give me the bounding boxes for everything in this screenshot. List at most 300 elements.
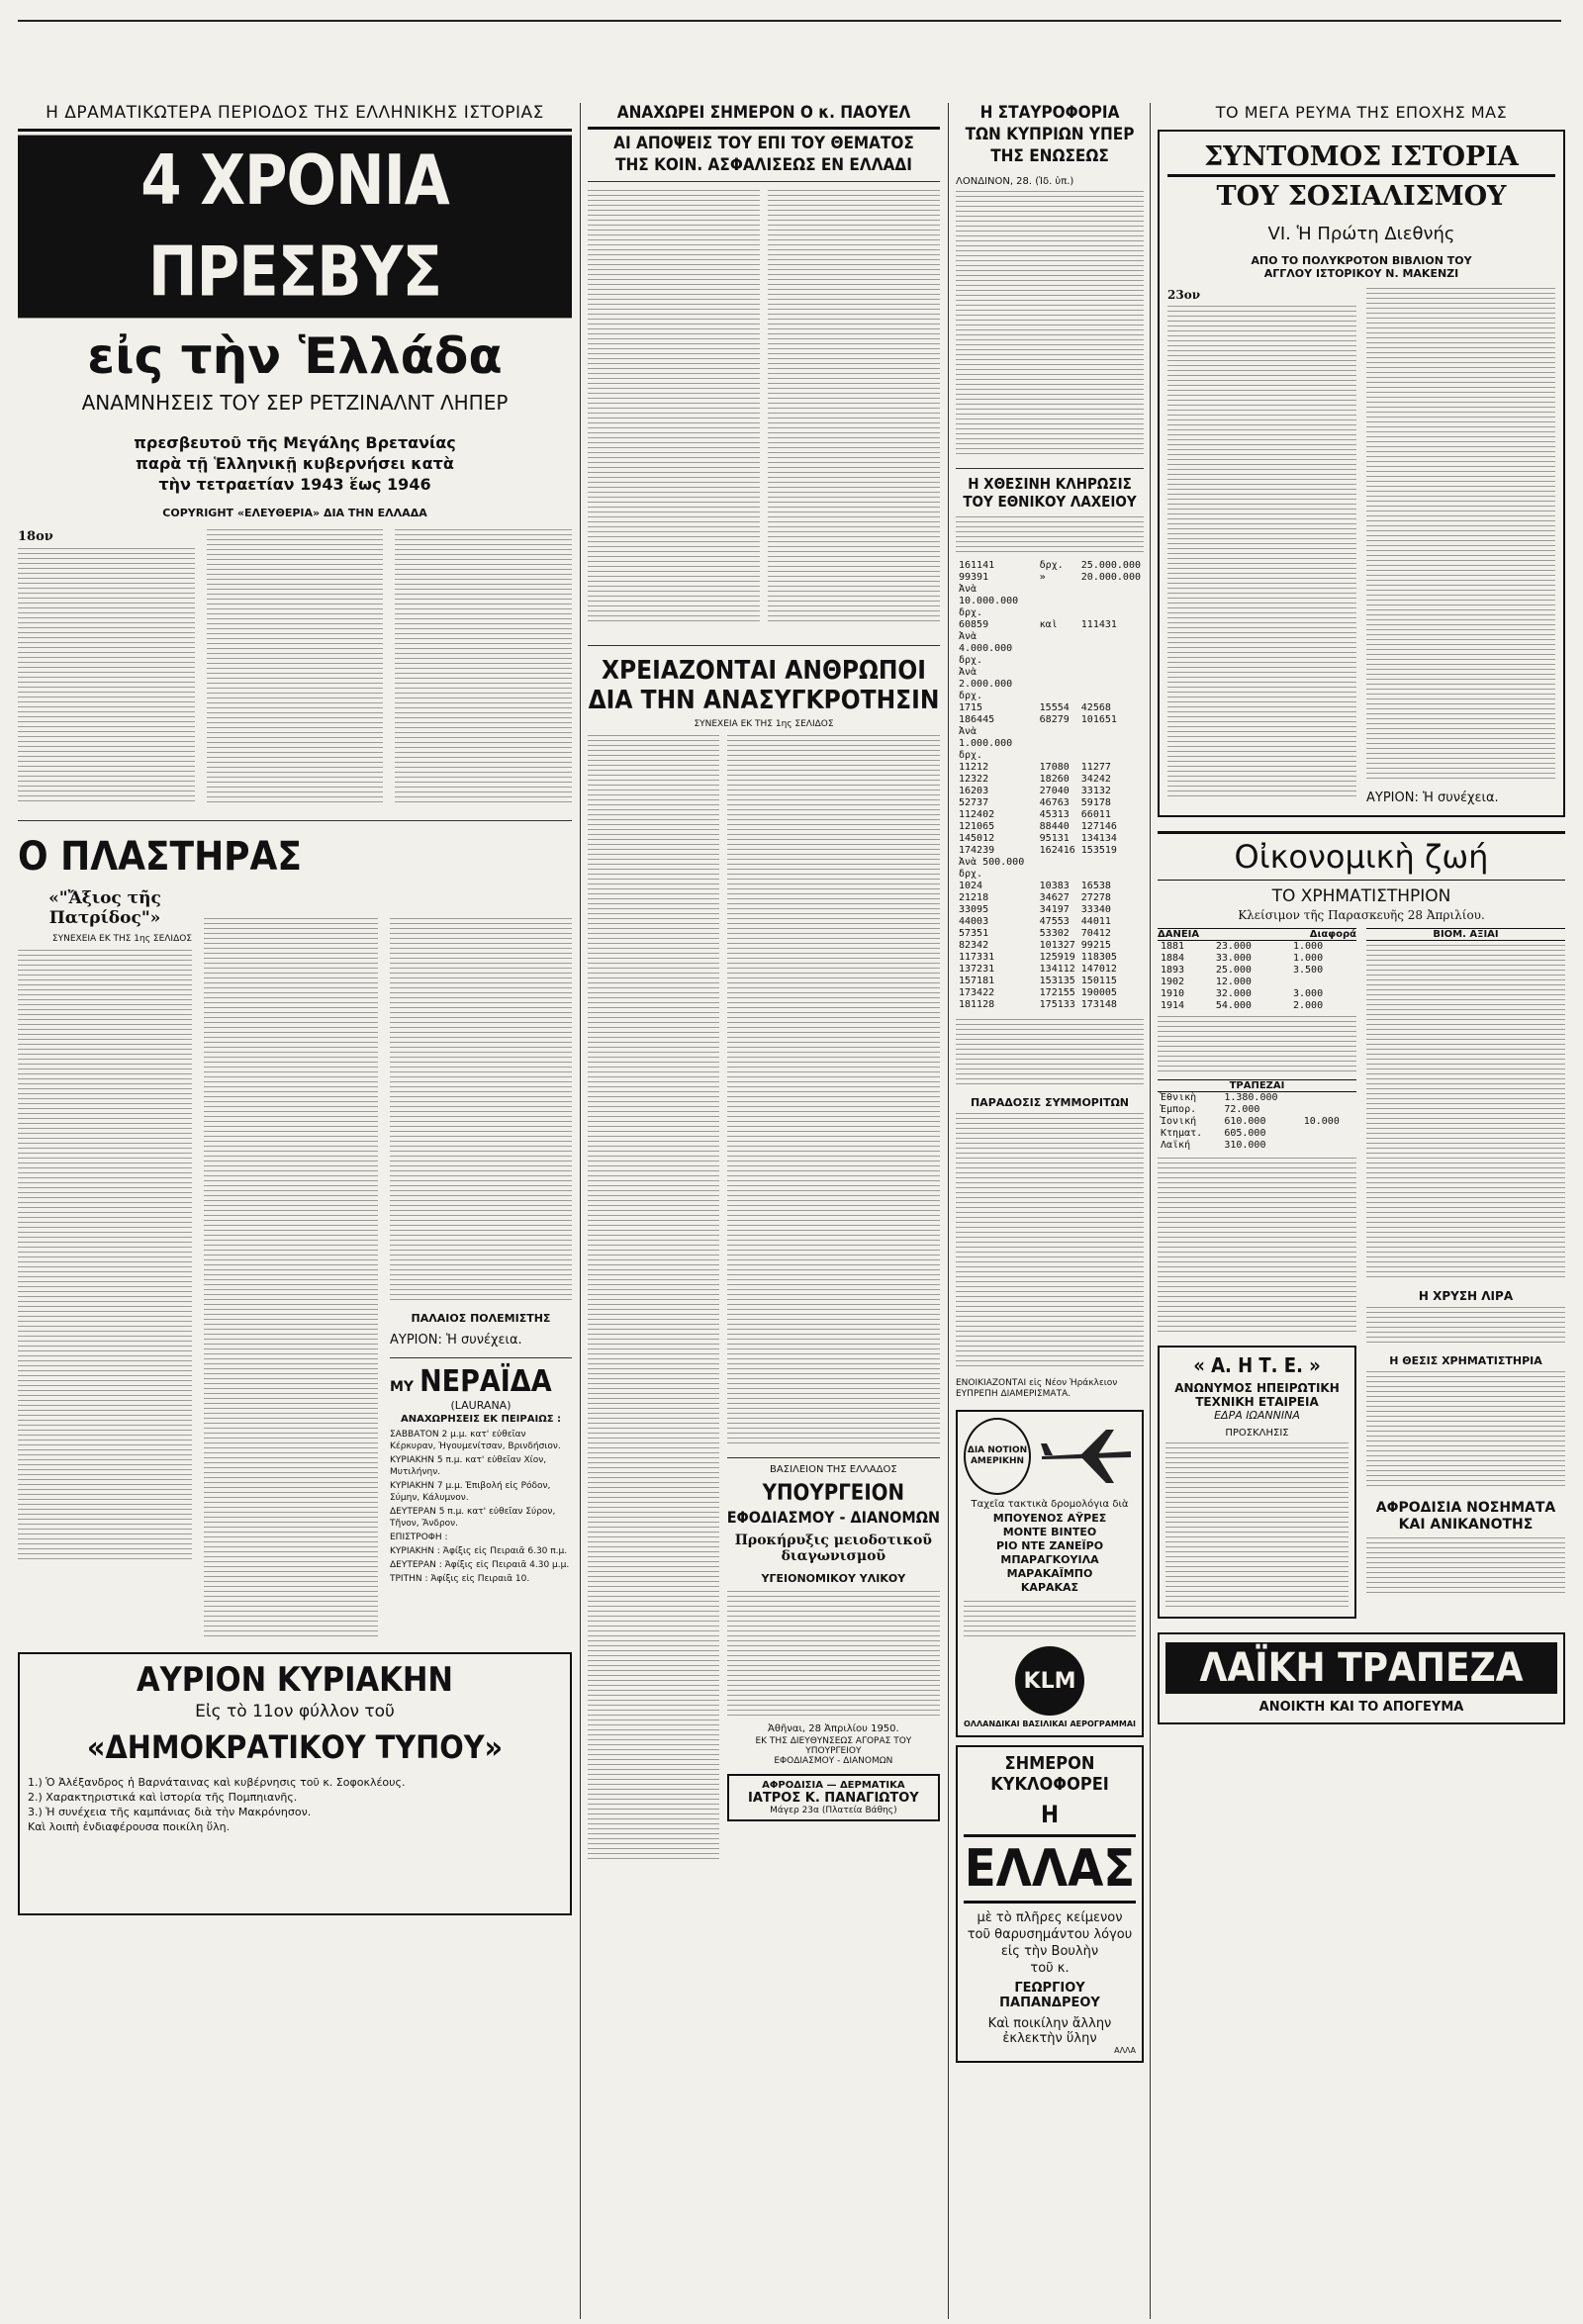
lottery-row-cell: [1078, 584, 1144, 619]
bourse-subtitle: Κλείσιμον τῆς Παρασκευῆς 28 Ἀπριλίου.: [1238, 908, 1485, 922]
lottery-row-cell: 10383: [1039, 881, 1070, 891]
loan-row-cell: 2.000: [1292, 1000, 1324, 1011]
lottery-row-cell: [1037, 667, 1078, 702]
lottery-row-cell: 101651: [1080, 714, 1117, 725]
body-text-block: [956, 516, 1144, 556]
lottery-row: [956, 762, 1144, 774]
airplane-icon: [1037, 1422, 1136, 1491]
destination-city: ΜΠΟΥΕΝΟΣ ΑΫΡΕΣ: [992, 1512, 1107, 1525]
rule: [18, 129, 572, 132]
bank-row: [1158, 1116, 1356, 1128]
schedule-line: ΤΡΙΤΗΝ : Ἀφίξις εἰς Πειραιᾶ 10.: [390, 1574, 530, 1584]
body-text-block: [768, 190, 940, 625]
lottery-row-cell: 153519: [1080, 845, 1117, 856]
loan-row: [1158, 976, 1356, 988]
body-text-block: [1366, 1307, 1565, 1347]
loan-row-cell: 1902: [1161, 976, 1185, 987]
lottery-row-cell: 68279: [1039, 714, 1070, 725]
lottery-row-cell: 66011: [1080, 809, 1111, 820]
lottery-row-cell: [1078, 857, 1144, 881]
ellas-politician: ΓΕΩΡΓΙΟΥ ΠΑΠΑΝΔΡΕΟΥ: [999, 1981, 1100, 2010]
schedule-line: ΔΕΥΤΕΡΑΝ : Ἀφίξις εἰς Πειραιᾶ 4.30 μ.μ.: [390, 1560, 570, 1570]
lottery-row-cell: 46763: [1039, 797, 1070, 808]
loan-row-cell: 1914: [1161, 1000, 1185, 1011]
banks-heading: ΤΡΑΠΕΖΑΙ: [1158, 1079, 1356, 1092]
body-text-block: [1167, 306, 1356, 800]
lottery-row-cell: 33095: [959, 904, 989, 915]
plastiras-continuation: ΣΥΝΕΧΕΙΑ ΕΚ ΤΗΣ 1ης ΣΕΛΙΔΟΣ: [51, 934, 192, 944]
airplane-graphic: [1037, 1422, 1136, 1491]
lottery-row-cell: 88440: [1039, 821, 1070, 832]
body-text-block: [956, 191, 1144, 458]
lottery-row-cell: 112402: [959, 809, 995, 820]
lottery-row-cell: Ἀνὰ 2.000.000 δρχ.: [959, 667, 1013, 701]
lottery-row: [956, 631, 1144, 667]
plastiras-headline: Ο ΠΛΑΣΤΗΡΑΣ: [18, 834, 302, 880]
lottery-row-cell: [1037, 726, 1078, 762]
schedule-line: ΚΥΡΙΑΚΗΝ : Ἀφίξις εἰς Πειραιᾶ 6.30 π.μ.: [390, 1546, 568, 1556]
body-text-block: [395, 529, 572, 806]
bank-row-cell: Ἐθνικὴ: [1161, 1092, 1197, 1103]
lottery-row: [956, 786, 1144, 797]
bank-row-cell: 610.000: [1224, 1116, 1266, 1127]
text-column: [207, 529, 384, 806]
lottery-headline-2: ΤΟΥ ΕΘΝΙΚΟΥ ΛΑΧΕΙΟΥ: [963, 493, 1137, 511]
lottery-row: [956, 845, 1144, 857]
paul-headline: ΑΝΑΧΩΡΕΙ ΣΗΜΕΡΟΝ Ο κ. ΠΑΟΥΕΛ: [616, 103, 911, 123]
lottery-row-cell: 157181: [959, 976, 995, 986]
lottery-row-cell: [1078, 667, 1144, 702]
source-line-2: ΑΓΓΛΟΥ ΙΣΤΟΡΙΚΟΥ Ν. ΜΑΚΕΝΖΙ: [1263, 267, 1459, 280]
body-text-block: [18, 950, 192, 1563]
socialism-box: [1158, 130, 1565, 817]
ship-schedule: [390, 1429, 572, 1585]
lottery-row-cell: 45313: [1039, 809, 1070, 820]
loan-row-cell: 33.000: [1215, 953, 1252, 964]
lottery-row-cell: 175133: [1039, 999, 1075, 1010]
lottery-row-cell: 137231: [959, 964, 995, 975]
doctor-name: ΙΑΤΡΟΣ Κ. ΠΑΝΑΓΙΩΤΟΥ: [748, 1791, 919, 1806]
body-text-block: [1158, 1158, 1356, 1336]
lottery-row-cell: 145012: [959, 833, 995, 844]
bank-row-cell: [1301, 1092, 1356, 1104]
lottery-row-cell: 21218: [959, 892, 989, 903]
paul-subhead-2: ΤΗΣ ΚΟΙΝ. ΑΣΦΑΛΙΣΕΩΣ ΕΝ ΕΛΛΑΔΙ: [615, 155, 912, 175]
ahte-subtitle-1: ΑΝΩΝΥΜΟΣ ΗΠΕΙΡΩΤΙΚΗ: [1174, 1381, 1340, 1395]
bank-row: [1158, 1128, 1356, 1140]
book-ad: ΑΦΡΟΔΙΣΙΑ ΝΟΣΗΜΑΤΑ ΚΑΙ ΑΝΙΚΑΝΟΤΗΣ: [1375, 1500, 1556, 1533]
lottery-row-cell: 172155: [1039, 987, 1075, 998]
memoirs-kicker: Η ΔΡΑΜΑΤΙΚΩΤΕΡΑ ΠΕΡΙΟΔΟΣ ΤΗΣ ΕΛΛΗΝΙΚΗΣ ΙΣΤΟΡΙΑΣ: [46, 103, 544, 123]
bank-row-cell: 72.000: [1224, 1104, 1260, 1115]
lottery-row: [956, 952, 1144, 964]
laiki-bank-subtitle: ΑΝΟΙΚΤΗ ΚΑΙ ΤΟ ΑΠΟΓΕΥΜΑ: [1258, 1700, 1464, 1715]
loans-heading: ΔΑΝΕΙΑ: [1158, 929, 1200, 940]
ministry-date: Ἀθῆναι, 28 Ἀπριλίου 1950.: [767, 1723, 899, 1734]
lottery-row: [956, 619, 1144, 631]
ship-name: ΝΕΡΑΪΔΑ: [419, 1364, 552, 1399]
lottery-row: [956, 928, 1144, 940]
lottery-row-cell: 118305: [1080, 952, 1117, 963]
lottery-row-cell: Ἀνὰ 1.000.000 δρχ.: [959, 726, 1013, 761]
lottery-row: [956, 572, 1144, 584]
sunday-line: Εἰς τὸ 11ον φύλλον τοῦ: [195, 1702, 395, 1721]
section-number: 23ον: [1167, 288, 1201, 302]
body-text-block: [18, 548, 195, 805]
lottery-row-cell: 134134: [1080, 833, 1117, 844]
reconstruction-headline-1: ΧΡΕΙΑΖΟΝΤΑΙ ΑΝΘΡΩΠΟΙ: [601, 656, 926, 686]
ministry-signature-1: ΕΚ ΤΗΣ ΔΙΕΥΘΥΝΣΕΩΣ ΑΓΟΡΑΣ ΤΟΥ ΥΠΟΥΡΓΕΙΟΥ: [755, 1736, 912, 1756]
lottery-row-cell: [1078, 726, 1144, 762]
bourse-headline: ΤΟ ΧΡΗΜΑΤΙΣΤΗΡΙΟΝ: [1271, 886, 1451, 906]
source-line-1: ΑΠΟ ΤΟ ΠΟΛΥΚΡΟΤΟΝ ΒΙΒΛΙΟΝ ΤΟΥ: [1251, 254, 1472, 267]
lottery-row: [956, 999, 1144, 1011]
lottery-row-cell: 121065: [959, 821, 995, 832]
lottery-row: [956, 833, 1144, 845]
ellas-description: [964, 1909, 1136, 1977]
body-text-block: [964, 1601, 1136, 1640]
lottery-row: [956, 916, 1144, 928]
ellas-more: Καὶ ποικίλην ἄλλην ἐκλεκτὴν ὕλην: [987, 2016, 1112, 2046]
body-text-block: [588, 190, 760, 625]
lottery-row-cell: 34197: [1039, 904, 1070, 915]
plastiras-text-column: [18, 829, 302, 1640]
lottery-row: [956, 821, 1144, 833]
ellas-paper-ad: [956, 1745, 1144, 2063]
bank-row-cell: [1301, 1128, 1356, 1140]
lottery-row-cell: 111431: [1080, 619, 1117, 630]
column-cyprus-lottery: [956, 103, 1144, 2063]
subheadline-in-greece: εἰς τὴν Ἑλλάδα: [87, 327, 503, 385]
copyright-line: COPYRIGHT «ΕΛΕΥΘΕΡΙΑ» ΔΙΑ ΤΗΝ ΕΛΛΑΔΑ: [162, 507, 427, 519]
loan-row-cell: 12.000: [1215, 976, 1252, 987]
bourse-tables: [1158, 928, 1565, 1619]
lottery-row-cell: 33132: [1080, 786, 1111, 796]
lottery-row-cell: »: [1039, 572, 1046, 583]
lottery-row-cell: 186445: [959, 714, 995, 725]
klm-logo-wrap: [964, 1646, 1136, 1716]
lottery-row-cell: 57351: [959, 928, 989, 939]
doctor-specialty: ΑΦΡΟΔΙΣΙΑ — ΔΕΡΜΑΤΙΚΑ: [762, 1780, 905, 1791]
cyprus-headline-2: ΤΩΝ ΚΥΠΡΙΩΝ ΥΠΕΡ: [965, 125, 1135, 144]
lottery-row-cell: καὶ: [1039, 619, 1058, 630]
socialism-headline-2: ΤΟΥ ΣΟΣΙΑΛΙΣΜΟΥ: [1216, 181, 1507, 212]
lottery-row-cell: 11212: [959, 762, 989, 773]
column-divider: [1150, 103, 1151, 2319]
lottery-row-cell: Ἀνὰ 10.000.000 δρχ.: [959, 584, 1019, 618]
banks-table: [1158, 1092, 1356, 1152]
loan-row-cell: 25.000: [1215, 965, 1252, 976]
industrial-heading: ΒΙΟΜ. ΑΞΙΑΙ: [1366, 928, 1565, 941]
body-text-block: [1165, 1442, 1349, 1611]
body-text-block: [1158, 1016, 1356, 1075]
loan-row-cell: 1.000: [1292, 941, 1324, 952]
text-column: [1366, 288, 1555, 805]
lottery-row-cell: 190005: [1080, 987, 1117, 998]
bank-row-cell: 605.000: [1224, 1128, 1266, 1139]
rule: [390, 1357, 572, 1358]
rule: [588, 127, 940, 130]
rule: [588, 645, 940, 646]
text-column: [1167, 288, 1356, 805]
lottery-row-cell: Ἀνὰ 4.000.000 δρχ.: [959, 631, 1013, 666]
lottery-row-cell: 95131: [1039, 833, 1070, 844]
cyprus-dateline: ΛΟΝΔΙΝΟΝ, 28. (Ἰδ. ὑπ.): [956, 176, 1074, 187]
lottery-row-cell: 134112: [1039, 964, 1075, 975]
lottery-row-cell: 162416: [1039, 845, 1075, 856]
lottery-row: [956, 667, 1144, 702]
lottery-row-cell: 42568: [1080, 702, 1111, 713]
body-text-block: [1366, 1371, 1565, 1490]
klm-logo-text: KLM: [1023, 1668, 1076, 1694]
bank-row-cell: Κτηματ.: [1161, 1128, 1203, 1139]
lottery-row-cell: 173148: [1080, 999, 1117, 1010]
schedule-line: ΔΕΥΤΕΡΑΝ 5 π.μ. κατ' εὐθεῖαν Σύρον, Τῆνον, Ἄνδρον.: [390, 1507, 556, 1529]
plastiras-article: [18, 829, 572, 1640]
lottery-row-cell: 17080: [1039, 762, 1070, 773]
sunday-item: 3.) Ἡ συνέχεια τῆς καμπάνιας διὰ τὴν Μακρόνησον.: [28, 1806, 312, 1818]
to-be-continued: ΑΥΡΙΟΝ: Ἡ συνέχεια.: [390, 1333, 522, 1348]
text-column: [390, 829, 572, 1640]
ahte-subtitle-2: ΤΕΧΝΙΚΗ ΕΤΑΙΡΕΙΑ: [1195, 1395, 1319, 1409]
loan-row-cell: 54.000: [1215, 1000, 1252, 1011]
body-text-block: [956, 1113, 1144, 1370]
lottery-row-cell: 27040: [1039, 786, 1070, 796]
body-text-block: [1366, 945, 1565, 1281]
loan-row-cell: 32.000: [1215, 988, 1252, 999]
laiki-bank-name: ΛΑΪΚΗ ΤΡΑΠΕΖΑ: [1165, 1642, 1557, 1694]
sunday-item: 2.) Χαρακτηριστικά καὶ ἱστορία τῆς Πομπηιανῆς.: [28, 1791, 298, 1804]
lottery-row-cell: 117331: [959, 952, 995, 963]
bank-row-cell: 310.000: [1224, 1140, 1266, 1151]
plastiras-subhead: «"Ἄξιος τῆς Πατρίδος"»: [48, 888, 161, 928]
economy-headline: Οἰκονομικὴ ζωή: [1158, 831, 1565, 881]
body-text-block: [727, 735, 940, 1447]
body-text-block: [588, 735, 719, 1863]
column-social-insurance: [588, 103, 940, 1863]
lottery-row-cell: 34627: [1039, 892, 1070, 903]
loan-row-cell: 1.000: [1292, 953, 1324, 964]
lottery-row-cell: 150115: [1080, 976, 1117, 986]
ministry-signature-2: ΕΦΟΔΙΑΣΜΟΥ - ΔΙΑΝΟΜΩΝ: [774, 1756, 893, 1766]
bank-row-cell: Λαϊκή: [1161, 1140, 1191, 1151]
lottery-row-cell: 12322: [959, 774, 989, 785]
bank-row-cell: Ἰονική: [1161, 1116, 1197, 1127]
lottery-row-cell: 82342: [959, 940, 989, 951]
lottery-row-cell: 173422: [959, 987, 995, 998]
column-memoirs: [18, 103, 572, 1915]
lottery-headline-1: Η ΧΘΕΣΙΝΗ ΚΛΗΡΩΣΙΣ: [968, 475, 1132, 493]
lottery-row-cell: [1037, 857, 1078, 881]
column-divider: [948, 103, 949, 2319]
doctor-address: Μάγερ 23α (Πλατεία Βάθης): [770, 1806, 897, 1815]
loan-row: [1158, 988, 1356, 1000]
klm-logo: [1015, 1646, 1084, 1716]
lottery-row-cell: 16538: [1080, 881, 1111, 891]
text-column: [18, 529, 195, 806]
lottery-row: [956, 726, 1144, 762]
reconstruction-headline-2: ΔΙΑ ΤΗΝ ΑΝΑΣΥΓΚΡΟΤΗΣΙΝ: [588, 686, 940, 715]
loan-row: [1158, 941, 1356, 953]
lottery-row-cell: 153135: [1039, 976, 1075, 986]
bank-row-cell: 10.000: [1303, 1116, 1340, 1127]
loans-table: [1158, 941, 1356, 1012]
lottery-row-cell: 33340: [1080, 904, 1111, 915]
lottery-row-cell: 34242: [1080, 774, 1111, 785]
bank-row-cell: 1.380.000: [1224, 1092, 1278, 1103]
lottery-row: [956, 940, 1144, 952]
reconstruction-body: [588, 735, 940, 1863]
ahte-headline: « Α. Η Τ. Ε. »: [1193, 1353, 1321, 1377]
deck: πρεσβευτοῦ τῆς Μεγάλης Βρετανίας παρὰ τῇ Ἑλληνικῇ κυβερνήσει κατὰ τὴν τετραετίαν 1943 ἕως 1946: [134, 433, 456, 494]
top-rule: [18, 20, 1561, 22]
schedule-line: ΚΥΡΙΑΚΗΝ 7 μ.μ. Ἐπιβολή εἰς Ρόδον, Σύμην, Κάλυμνον.: [390, 1481, 551, 1503]
rule: [956, 468, 1144, 469]
klm-subtitle: ΟΛΛΑΝΔΙΚΑΙ ΒΑΣΙΛΙΚΑΙ ΑΕΡΟΓΡΑΜΜΑΙ: [964, 1720, 1137, 1728]
schedule-line: ΣΑΒΒΑΤΟΝ 2 μ.μ. κατ' εὐθεῖαν Κέρκυραν, Ἠγουμενίτσαν, Βρινδήσιον.: [390, 1430, 561, 1451]
ministry-item: ΥΓΕΙΟΝΟΜΙΚΟΥ ΥΛΙΚΟΥ: [761, 1572, 906, 1585]
rent-notice: ΕΝΟΙΚΙΑΖΟΝΤΑΙ εἰς Νέον Ἡράκλειον ΕΥΠΡΕΠΗ ΔΙΑΜΕΡΙΣΜΑΤΑ.: [956, 1378, 1118, 1399]
rates-heading: Η ΘΕΣΙΣ ΧΡΗΜΑΤΙΣΤΗΡΙΑ: [1389, 1354, 1542, 1367]
bank-row-cell: Ἐμπορ.: [1161, 1104, 1197, 1115]
loan-row-cell: [1290, 976, 1356, 988]
destination-city: ΡΙΟ ΝΤΕ ΖΑΝΕΪΡΟ: [995, 1539, 1104, 1552]
departures-label: ΑΝΑΧΩΡΗΣΕΙΣ ΕΚ ΠΕΙΡΑΙΩΣ :: [400, 1414, 562, 1425]
column-divider: [580, 103, 581, 2319]
destination-city: ΜΟΝΤΕ ΒΙΝΤΕΟ: [1002, 1526, 1097, 1538]
lottery-row-cell: 20.000.000: [1080, 572, 1141, 583]
lottery-row-cell: 174239: [959, 845, 995, 856]
bank-row: [1158, 1140, 1356, 1152]
ellas-line: τοῦ κ.: [1030, 1961, 1070, 1976]
klm-ad: [956, 1410, 1144, 1737]
lottery-row: [956, 881, 1144, 892]
lottery-row-cell: 44003: [959, 916, 989, 927]
lottery-row-cell: 127146: [1080, 821, 1117, 832]
body-text-block: [207, 529, 384, 806]
ahte-seat: ΕΔΡΑ ΙΩΑΝΝΙΝΑ: [1214, 1409, 1300, 1422]
lottery-row-cell: 101327: [1039, 940, 1075, 951]
lottery-row-cell: 161141: [959, 560, 995, 571]
body-text-block: [204, 918, 378, 1640]
ship-prefix: ΜΥ: [390, 1379, 415, 1395]
cinema-ad: [390, 1364, 572, 1399]
column-socialism-economy: [1158, 103, 1565, 1724]
kingdom-label: ΒΑΣΙΛΕΙΟΝ ΤΗΣ ΕΛΛΑΔΟΣ: [770, 1464, 897, 1475]
memoirs-body: [18, 529, 572, 806]
destination-list: [964, 1512, 1136, 1595]
lottery-row-cell: 18260: [1039, 774, 1070, 785]
loan-row-cell: 1910: [1161, 988, 1185, 999]
signature: ΠΑΛΑΙΟΣ ΠΟΛΕΜΙΣΤΗΣ: [411, 1312, 551, 1325]
loan-row-cell: 1881: [1161, 941, 1185, 952]
lottery-row-cell: 70412: [1080, 928, 1111, 939]
lottery-row: [956, 584, 1144, 619]
loan-row: [1158, 953, 1356, 965]
lottery-row-cell: 147012: [1080, 964, 1117, 975]
cyprus-headline-3: ΤΗΣ ΕΝΩΣΕΩΣ: [990, 146, 1109, 166]
route-heading: Ταχεῖα τακτικὰ δρομολόγια διὰ: [971, 1499, 1129, 1510]
text-column: [395, 529, 572, 806]
ministry-headline-1: ΥΠΟΥΡΓΕΙΟΝ: [762, 1481, 905, 1506]
lottery-row-cell: 1024: [959, 881, 983, 891]
lottery-row-cell: 1715: [959, 702, 983, 713]
socialism-body: [1167, 288, 1555, 805]
headline-4-years-ambassador: 4 ΧΡΟΝΙΑ ΠΡΕΣΒΥΣ: [18, 136, 572, 319]
socialism-chapter: VI. Ἡ Πρώτη Διεθνής: [1267, 224, 1455, 244]
lottery-row-cell: 181128: [959, 999, 995, 1010]
lottery-row-cell: 60859: [959, 619, 989, 630]
reconstruction-continuation: ΣΥΝΕΧΕΙΑ ΕΚ ΤΗΣ 1ης ΣΕΛΙΔΟΣ: [694, 719, 834, 729]
lottery-row-cell: 44011: [1080, 916, 1111, 927]
lottery-row: [956, 964, 1144, 976]
ahte-ad: [1158, 1346, 1356, 1619]
ellas-article: Η: [1040, 1801, 1060, 1828]
lottery-row: [956, 809, 1144, 821]
lottery-row: [956, 714, 1144, 726]
memoirs-byline: ΑΝΑΜΝΗΣΕΙΣ ΤΟΥ ΣΕΡ ΡΕΤΖΙΝΑΛΝΤ ΛΗΠΕΡ: [81, 391, 509, 415]
notice-headline: ΠΑΡΑΔΟΣΙΣ ΣΥΜΜΟΡΙΤΩΝ: [970, 1096, 1130, 1109]
rule: [727, 1457, 940, 1458]
lottery-row-cell: 16203: [959, 786, 989, 796]
klm-ad-top: [964, 1418, 1136, 1495]
lottery-row: [956, 904, 1144, 916]
sunday-paper-ad: [18, 1652, 572, 1915]
doctor-ad: [727, 1774, 940, 1821]
lottery-row-cell: 25.000.000: [1080, 560, 1141, 571]
lottery-row-cell: 99215: [1080, 940, 1111, 951]
lottery-row: [956, 976, 1144, 987]
sunday-paper-name: «ΔΗΜΟΚΡΑΤΙΚΟΥ ΤΥΠΟΥ»: [86, 1728, 504, 1766]
rule: [588, 181, 940, 182]
schedule-line: ΕΠΙΣΤΡΟΦΗ :: [390, 1533, 448, 1542]
lottery-row-cell: [1037, 631, 1078, 667]
socialism-kicker: ΤΟ ΜΕΓΑ ΡΕΥΜΑ ΤΗΣ ΕΠΟΧΗΣ ΜΑΣ: [1215, 103, 1508, 122]
body-text-block: [727, 1591, 940, 1720]
lottery-row-cell: 99391: [959, 572, 989, 583]
gold-heading: Η ΧΡΥΣΗ ΛΙΡΑ: [1418, 1289, 1514, 1303]
text-column: [727, 735, 940, 1863]
lottery-row: [956, 560, 1144, 572]
lottery-row: [956, 987, 1144, 999]
socialism-headline-1: ΣΥΝΤΟΜΟΣ ΙΣΤΟΡΙΑ: [1167, 141, 1555, 177]
paul-body: [588, 190, 940, 625]
ministry-headline-2: ΕΦΟΔΙΑΣΜΟΥ - ΔΙΑΝΟΜΩΝ: [726, 1508, 940, 1527]
loan-row: [1158, 1000, 1356, 1012]
lottery-row-cell: 52737: [959, 797, 989, 808]
lottery-row-cell: [1037, 584, 1078, 619]
lottery-row-cell: [1078, 631, 1144, 667]
lottery-row-cell: 59178: [1080, 797, 1111, 808]
destination-city: ΜΠΑΡΑΓΚΟΥΙΛΑ: [1000, 1553, 1099, 1566]
lottery-row-cell: 27278: [1080, 892, 1111, 903]
paul-subhead-1: ΑΙ ΑΠΟΨΕΙΣ ΤΟΥ ΕΠΙ ΤΟΥ ΘΕΜΑΤΟΣ: [613, 134, 914, 153]
loan-row-cell: 1893: [1161, 965, 1185, 976]
lottery-row-cell: 47553: [1039, 916, 1070, 927]
south-america-label: ΔΙΑ ΝΟΤΙΟΝ ΑΜΕΡΙΚΗΝ: [967, 1445, 1028, 1466]
sunday-headline: ΑΥΡΙΟΝ ΚΥΡΙΑΚΗΝ: [136, 1660, 454, 1700]
lottery-row: [956, 892, 1144, 904]
ellas-title: ΕΛΛΑΣ: [964, 1834, 1136, 1904]
ahte-notice: ΠΡΟΣΚΛΗΣΙΣ: [1225, 1428, 1289, 1439]
laiki-bank-ad: [1158, 1632, 1565, 1724]
lottery-row-cell: 15554: [1039, 702, 1070, 713]
destination-city: ΜΑΡΑΚΑΪΜΠΟ: [1006, 1567, 1093, 1580]
lottery-row-cell: 125919: [1039, 952, 1075, 963]
lottery-row-cell: 53302: [1039, 928, 1070, 939]
globe-icon: [964, 1418, 1031, 1495]
loan-row-cell: 3.000: [1292, 988, 1324, 999]
